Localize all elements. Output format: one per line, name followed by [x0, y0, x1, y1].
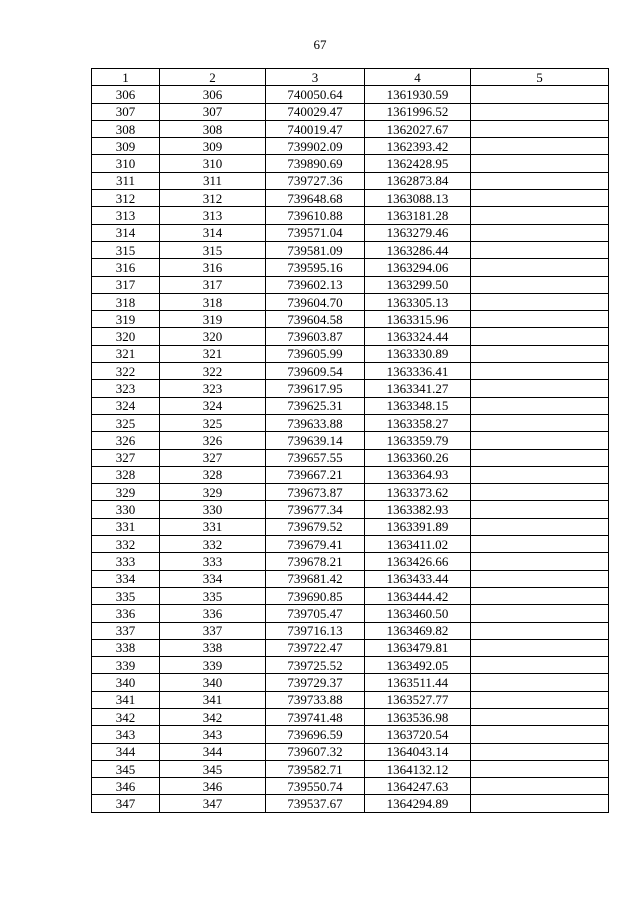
- table-cell: [471, 293, 609, 310]
- table-row: [92, 103, 609, 120]
- table-row: [92, 259, 609, 276]
- table-cell: [471, 172, 609, 189]
- table-cell: 312: [160, 190, 266, 207]
- table-cell: 324: [160, 397, 266, 414]
- table-cell: 1363720.54: [365, 726, 471, 743]
- table-row: [92, 605, 609, 622]
- table-cell: 1363315.96: [365, 311, 471, 328]
- table-row: [92, 86, 609, 103]
- table-cell: 312: [92, 190, 160, 207]
- table-cell: 739681.42: [266, 570, 365, 587]
- table-cell: [471, 224, 609, 241]
- table-cell: 345: [92, 760, 160, 777]
- table-cell: 1364132.12: [365, 760, 471, 777]
- table-row: [92, 743, 609, 760]
- table-cell: [471, 743, 609, 760]
- table-cell: [471, 760, 609, 777]
- table-cell: 1362428.95: [365, 155, 471, 172]
- table-cell: 314: [160, 224, 266, 241]
- table-cell: 739617.95: [266, 380, 365, 397]
- table-row: [92, 657, 609, 674]
- table-cell: 739733.88: [266, 691, 365, 708]
- table-cell: 739571.04: [266, 224, 365, 241]
- table-cell: 331: [92, 518, 160, 535]
- table-row: [92, 778, 609, 795]
- table-cell: 739677.34: [266, 501, 365, 518]
- table-cell: [471, 778, 609, 795]
- table-cell: [471, 726, 609, 743]
- table-cell: 739582.71: [266, 760, 365, 777]
- table-cell: 322: [160, 363, 266, 380]
- table-row: [92, 328, 609, 345]
- table-cell: 340: [160, 674, 266, 691]
- table-row: [92, 795, 609, 812]
- table-cell: 1363527.77: [365, 691, 471, 708]
- table-cell: 306: [92, 86, 160, 103]
- table-cell: [471, 276, 609, 293]
- table-cell: 307: [160, 103, 266, 120]
- table-cell: 739705.47: [266, 605, 365, 622]
- table-cell: 739678.21: [266, 553, 365, 570]
- table-cell: 1363088.13: [365, 190, 471, 207]
- table-cell: [471, 518, 609, 535]
- table-row: [92, 674, 609, 691]
- table-row: [92, 380, 609, 397]
- table-cell: 739722.47: [266, 639, 365, 656]
- table-cell: 339: [160, 657, 266, 674]
- table-row: [92, 224, 609, 241]
- table-row: [92, 414, 609, 431]
- table-cell: 344: [160, 743, 266, 760]
- table-row: [92, 622, 609, 639]
- table-cell: 316: [92, 259, 160, 276]
- table-cell: [471, 553, 609, 570]
- table-cell: 335: [92, 587, 160, 604]
- table-row: [92, 726, 609, 743]
- page-number: 67: [313, 37, 327, 52]
- table-cell: 313: [92, 207, 160, 224]
- table-cell: [471, 328, 609, 345]
- table-cell: 1363359.79: [365, 432, 471, 449]
- table-cell: 341: [160, 691, 266, 708]
- table-cell: 308: [160, 120, 266, 137]
- table-cell: 1363286.44: [365, 241, 471, 258]
- table-cell: 310: [92, 155, 160, 172]
- table-cell: 1363511.44: [365, 674, 471, 691]
- table-cell: 317: [92, 276, 160, 293]
- table-cell: 340: [92, 674, 160, 691]
- table-row: [92, 345, 609, 362]
- table-cell: 328: [160, 466, 266, 483]
- table-cell: 324: [92, 397, 160, 414]
- table-cell: 313: [160, 207, 266, 224]
- table-cell: 1362393.42: [365, 138, 471, 155]
- coordinates-table: [91, 68, 609, 813]
- table-cell: [471, 241, 609, 258]
- table-cell: 320: [92, 328, 160, 345]
- table-cell: 1363469.82: [365, 622, 471, 639]
- table-cell: 1363360.26: [365, 449, 471, 466]
- table-cell: 739679.41: [266, 536, 365, 553]
- table-cell: 1363411.02: [365, 536, 471, 553]
- table-cell: [471, 259, 609, 276]
- table-cell: [471, 639, 609, 656]
- table-cell: 740019.47: [266, 120, 365, 137]
- table-cell: 308: [92, 120, 160, 137]
- table-row: [92, 553, 609, 570]
- table-row: [92, 432, 609, 449]
- table-cell: 341: [92, 691, 160, 708]
- table-cell: 343: [160, 726, 266, 743]
- table-cell: 739902.09: [266, 138, 365, 155]
- table-row: [92, 311, 609, 328]
- table-cell: 338: [160, 639, 266, 656]
- table-cell: 739537.67: [266, 795, 365, 812]
- table-row: [92, 484, 609, 501]
- table-cell: [471, 657, 609, 674]
- table-cell: [471, 501, 609, 518]
- table-cell: 1363426.66: [365, 553, 471, 570]
- table-cell: 1363299.50: [365, 276, 471, 293]
- table-cell: 329: [160, 484, 266, 501]
- table-cell: [471, 622, 609, 639]
- table-cell: 1364247.63: [365, 778, 471, 795]
- table-cell: 347: [92, 795, 160, 812]
- table-cell: [471, 795, 609, 812]
- table-cell: [471, 570, 609, 587]
- table-cell: 321: [160, 345, 266, 362]
- table-cell: 1363492.05: [365, 657, 471, 674]
- table-cell: 323: [92, 380, 160, 397]
- table-cell: [471, 674, 609, 691]
- table-cell: 344: [92, 743, 160, 760]
- column-header: 2: [160, 69, 266, 86]
- table-cell: 320: [160, 328, 266, 345]
- table-cell: 336: [92, 605, 160, 622]
- table-row: [92, 190, 609, 207]
- table-cell: 1363444.42: [365, 587, 471, 604]
- table-cell: 739648.68: [266, 190, 365, 207]
- table-cell: 739716.13: [266, 622, 365, 639]
- table-cell: 327: [160, 449, 266, 466]
- table-cell: 1363358.27: [365, 414, 471, 431]
- table-cell: 315: [160, 241, 266, 258]
- table-cell: 1363330.89: [365, 345, 471, 362]
- table-cell: 739890.69: [266, 155, 365, 172]
- table-cell: 739639.14: [266, 432, 365, 449]
- table-cell: 739690.85: [266, 587, 365, 604]
- table-row: [92, 639, 609, 656]
- table-cell: [471, 484, 609, 501]
- table-cell: 322: [92, 363, 160, 380]
- table-cell: 1361996.52: [365, 103, 471, 120]
- table-cell: 1363336.41: [365, 363, 471, 380]
- table-cell: 329: [92, 484, 160, 501]
- table-cell: [471, 138, 609, 155]
- table-cell: 328: [92, 466, 160, 483]
- table-cell: 1364043.14: [365, 743, 471, 760]
- table-cell: 346: [92, 778, 160, 795]
- table-cell: [471, 86, 609, 103]
- table-row: [92, 172, 609, 189]
- table-cell: 325: [160, 414, 266, 431]
- table-cell: 1363433.44: [365, 570, 471, 587]
- table-cell: [471, 363, 609, 380]
- table-cell: 1363382.93: [365, 501, 471, 518]
- table-cell: 342: [92, 708, 160, 725]
- table-cell: [471, 380, 609, 397]
- table-cell: 326: [92, 432, 160, 449]
- table-cell: 739605.99: [266, 345, 365, 362]
- table-cell: 739657.55: [266, 449, 365, 466]
- table-cell: 318: [92, 293, 160, 310]
- table-cell: 1363305.13: [365, 293, 471, 310]
- table-cell: 330: [160, 501, 266, 518]
- table-cell: 739550.74: [266, 778, 365, 795]
- table-cell: 336: [160, 605, 266, 622]
- table-cell: [471, 190, 609, 207]
- table-cell: 739696.59: [266, 726, 365, 743]
- table-cell: 739725.52: [266, 657, 365, 674]
- table-cell: [471, 449, 609, 466]
- table-cell: 337: [160, 622, 266, 639]
- table-cell: 325: [92, 414, 160, 431]
- table-row: [92, 587, 609, 604]
- column-header: 5: [471, 69, 609, 86]
- table-cell: 321: [92, 345, 160, 362]
- table-cell: [471, 207, 609, 224]
- table-cell: 1363341.27: [365, 380, 471, 397]
- table-cell: 315: [92, 241, 160, 258]
- table-cell: [471, 311, 609, 328]
- table-cell: 739581.09: [266, 241, 365, 258]
- table-cell: 347: [160, 795, 266, 812]
- table-row: [92, 276, 609, 293]
- table-cell: 346: [160, 778, 266, 795]
- table-cell: 319: [160, 311, 266, 328]
- table-cell: 739602.13: [266, 276, 365, 293]
- table-row: [92, 760, 609, 777]
- table-cell: 311: [160, 172, 266, 189]
- table-cell: [471, 587, 609, 604]
- table-cell: 739607.32: [266, 743, 365, 760]
- table-cell: 1363348.15: [365, 397, 471, 414]
- table-cell: 345: [160, 760, 266, 777]
- table-cell: 739604.70: [266, 293, 365, 310]
- table-cell: 1363460.50: [365, 605, 471, 622]
- table-cell: [471, 605, 609, 622]
- table-cell: 1363536.98: [365, 708, 471, 725]
- table-row: [92, 536, 609, 553]
- table-cell: 323: [160, 380, 266, 397]
- table-cell: 740050.64: [266, 86, 365, 103]
- table-cell: 333: [160, 553, 266, 570]
- table-row: [92, 570, 609, 587]
- table-cell: 1363181.28: [365, 207, 471, 224]
- table-row: [92, 363, 609, 380]
- table-cell: 310: [160, 155, 266, 172]
- table-cell: 739610.88: [266, 207, 365, 224]
- table-cell: 739727.36: [266, 172, 365, 189]
- table-row: [92, 155, 609, 172]
- table-cell: 739604.58: [266, 311, 365, 328]
- table-cell: [471, 708, 609, 725]
- table-cell: 309: [92, 138, 160, 155]
- table-cell: 333: [92, 553, 160, 570]
- table-cell: 327: [92, 449, 160, 466]
- table-row: [92, 518, 609, 535]
- table-cell: 739603.87: [266, 328, 365, 345]
- table-cell: 1363391.89: [365, 518, 471, 535]
- table-cell: 1362873.84: [365, 172, 471, 189]
- table-cell: [471, 155, 609, 172]
- table-row: [92, 120, 609, 137]
- table-cell: 306: [160, 86, 266, 103]
- table-cell: 319: [92, 311, 160, 328]
- table-cell: 339: [92, 657, 160, 674]
- table-cell: 1362027.67: [365, 120, 471, 137]
- table-cell: 337: [92, 622, 160, 639]
- table-cell: 739625.31: [266, 397, 365, 414]
- table-cell: 342: [160, 708, 266, 725]
- table-cell: 317: [160, 276, 266, 293]
- table-cell: 1363364.93: [365, 466, 471, 483]
- table-cell: 318: [160, 293, 266, 310]
- table-cell: [471, 345, 609, 362]
- table-cell: [471, 414, 609, 431]
- table-cell: 739609.54: [266, 363, 365, 380]
- table-cell: 1363479.81: [365, 639, 471, 656]
- table-cell: 1363324.44: [365, 328, 471, 345]
- table-cell: 1361930.59: [365, 86, 471, 103]
- table-cell: 1364294.89: [365, 795, 471, 812]
- table-cell: 332: [92, 536, 160, 553]
- table-row: [92, 207, 609, 224]
- table-row: [92, 449, 609, 466]
- table-cell: 338: [92, 639, 160, 656]
- table-row: [92, 501, 609, 518]
- table-cell: 739679.52: [266, 518, 365, 535]
- table-cell: 1363279.46: [365, 224, 471, 241]
- table-cell: [471, 120, 609, 137]
- table-cell: 314: [92, 224, 160, 241]
- table-cell: 739673.87: [266, 484, 365, 501]
- table-cell: 1363373.62: [365, 484, 471, 501]
- table-cell: 307: [92, 103, 160, 120]
- table-cell: 335: [160, 587, 266, 604]
- table-cell: 343: [92, 726, 160, 743]
- table-cell: 316: [160, 259, 266, 276]
- column-header: 3: [266, 69, 365, 86]
- table-cell: 739729.37: [266, 674, 365, 691]
- table-cell: 1363294.06: [365, 259, 471, 276]
- column-header: 4: [365, 69, 471, 86]
- table-cell: 334: [160, 570, 266, 587]
- table-cell: [471, 691, 609, 708]
- table-cell: [471, 397, 609, 414]
- table-cell: [471, 432, 609, 449]
- table-header-row: [92, 69, 609, 86]
- table-cell: 330: [92, 501, 160, 518]
- table-cell: 739741.48: [266, 708, 365, 725]
- table-cell: [471, 466, 609, 483]
- table-cell: 309: [160, 138, 266, 155]
- table-cell: 326: [160, 432, 266, 449]
- table-row: [92, 293, 609, 310]
- table-row: [92, 691, 609, 708]
- table-row: [92, 708, 609, 725]
- table-cell: 311: [92, 172, 160, 189]
- table-row: [92, 138, 609, 155]
- table-cell: 739667.21: [266, 466, 365, 483]
- column-header: 1: [92, 69, 160, 86]
- table-row: [92, 397, 609, 414]
- table-cell: 334: [92, 570, 160, 587]
- table-cell: 331: [160, 518, 266, 535]
- table-cell: 740029.47: [266, 103, 365, 120]
- table-row: [92, 241, 609, 258]
- table-body: [92, 86, 609, 812]
- table-cell: [471, 103, 609, 120]
- table-cell: 332: [160, 536, 266, 553]
- table-row: [92, 466, 609, 483]
- table-cell: [471, 536, 609, 553]
- table-cell: 739595.16: [266, 259, 365, 276]
- table-cell: 739633.88: [266, 414, 365, 431]
